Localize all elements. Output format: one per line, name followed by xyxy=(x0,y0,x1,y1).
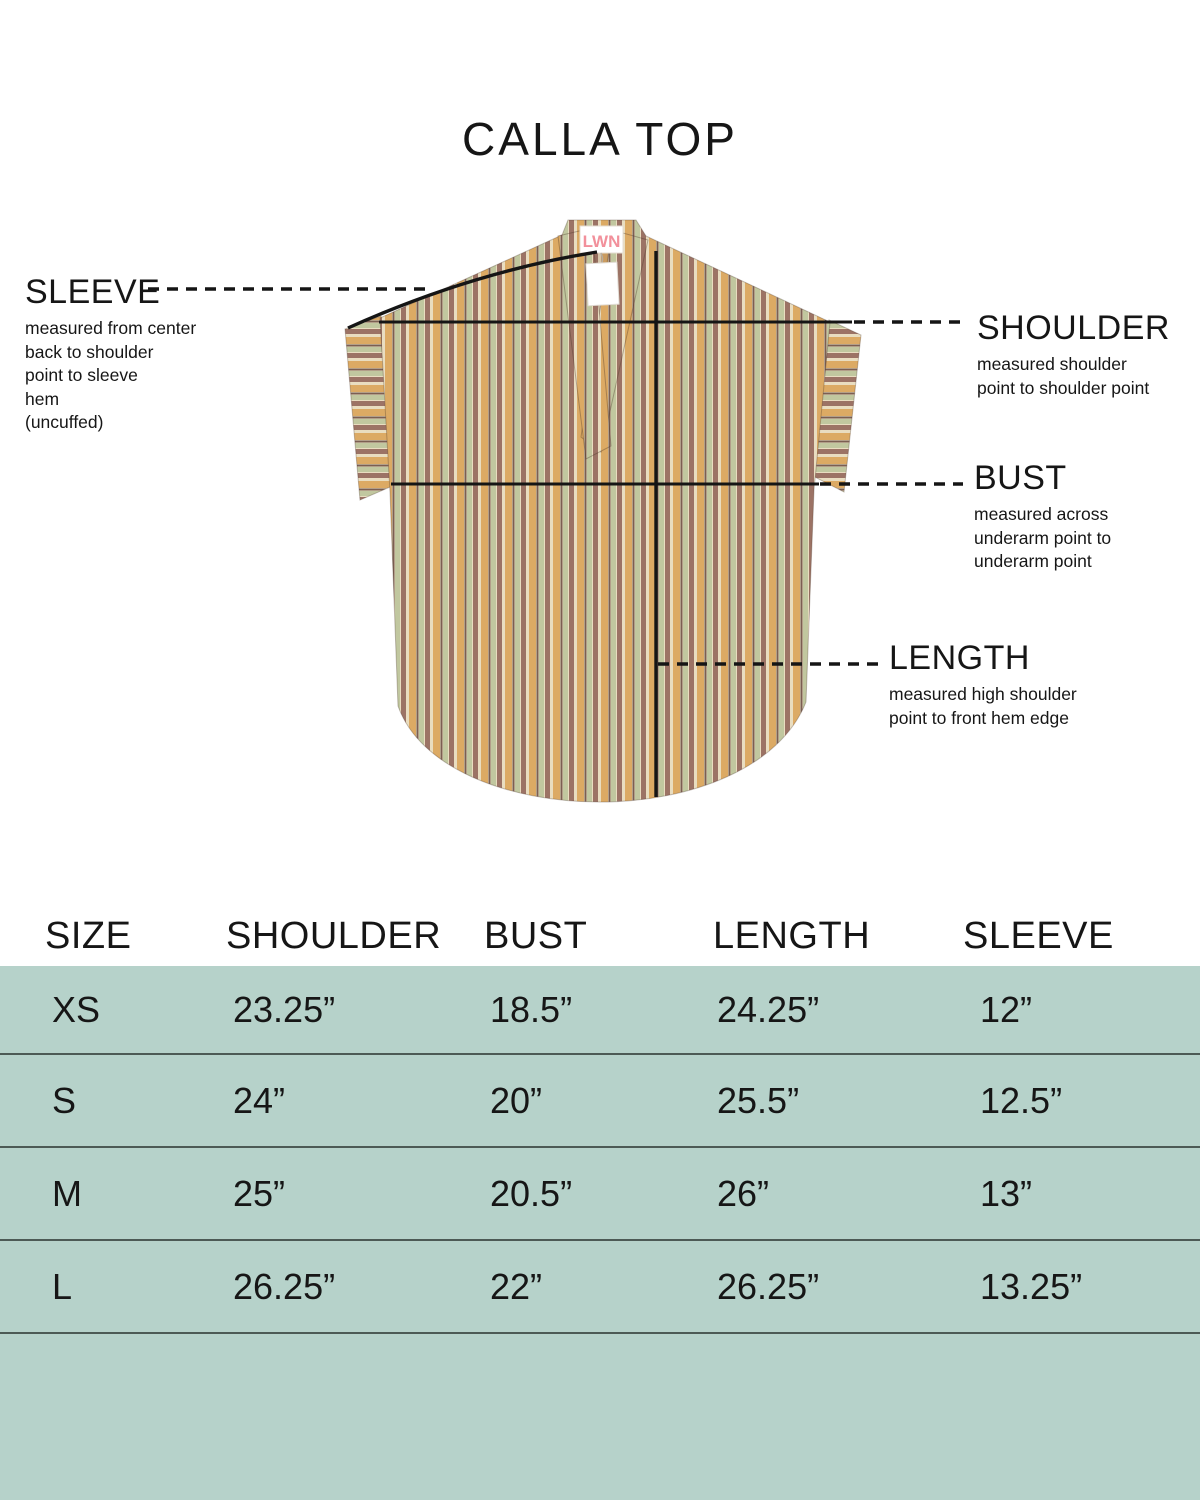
sleeve-annotation-label: SLEEVE xyxy=(25,273,161,311)
cell-bust: 18.5” xyxy=(490,988,573,1030)
table-row-m xyxy=(0,1148,1200,1241)
cell-length: 26.25” xyxy=(717,1265,820,1307)
table-row-s xyxy=(0,1055,1200,1148)
cell-shoulder: 23.25” xyxy=(233,988,336,1030)
size-table xyxy=(0,908,1200,1500)
cell-bust: 20.5” xyxy=(490,1172,573,1214)
hang-tag xyxy=(586,262,619,306)
cell-size: M xyxy=(52,1172,82,1214)
header-bust: BUST xyxy=(484,915,588,957)
cell-size: L xyxy=(52,1265,73,1307)
size-table-body xyxy=(0,966,1200,1500)
sleeve-annotation xyxy=(25,273,196,435)
bust-annotation-text: underarm point xyxy=(974,551,1092,571)
bust-annotation-label: BUST xyxy=(974,459,1067,497)
sleeve-annotation-text: measured from center xyxy=(25,318,197,338)
length-annotation xyxy=(889,639,1077,730)
cell-shoulder: 24” xyxy=(233,1079,286,1121)
sleeve-annotation-text: hem xyxy=(25,388,60,409)
cell-length: 26” xyxy=(717,1172,770,1214)
length-annotation-label: LENGTH xyxy=(889,639,1030,677)
bust-annotation-text: measured across xyxy=(974,504,1109,524)
cell-sleeve: 12.5” xyxy=(980,1079,1063,1121)
cell-shoulder: 26.25” xyxy=(233,1265,336,1307)
cell-length: 24.25” xyxy=(717,988,820,1030)
cell-sleeve: 13” xyxy=(980,1172,1033,1214)
size-table-header xyxy=(0,908,1200,966)
bust-annotation-text: underarm point to xyxy=(974,527,1112,548)
cell-bust: 22” xyxy=(490,1265,543,1307)
length-annotation-text: measured high shoulder xyxy=(889,684,1077,704)
brand-label-text: LWN xyxy=(582,232,621,251)
cell-size: XS xyxy=(52,988,101,1030)
cell-size: S xyxy=(52,1079,77,1121)
header-size: SIZE xyxy=(45,915,132,957)
header-shoulder: SHOULDER xyxy=(226,915,442,957)
shoulder-annotation-label: SHOULDER xyxy=(977,309,1170,347)
length-annotation-text: point to front hem edge xyxy=(889,707,1069,728)
cell-length: 25.5” xyxy=(717,1079,800,1121)
header-length: LENGTH xyxy=(713,915,871,957)
sleeve-annotation-text: back to shoulder xyxy=(25,341,154,362)
shirt-graphic xyxy=(345,220,861,802)
table-row-l xyxy=(0,1241,1200,1334)
bust-annotation xyxy=(974,459,1111,574)
cell-shoulder: 25” xyxy=(233,1172,286,1214)
shoulder-annotation-text: measured shoulder xyxy=(977,354,1127,374)
page-title: CALLA TOP xyxy=(462,113,738,165)
sleeve-annotation-text: point to sleeve xyxy=(25,365,138,385)
cell-bust: 20” xyxy=(490,1079,543,1121)
table-row-xs xyxy=(0,966,1200,1055)
header-sleeve: SLEEVE xyxy=(963,915,1114,957)
cell-sleeve: 12” xyxy=(980,988,1033,1030)
shoulder-annotation xyxy=(977,309,1170,400)
sleeve-annotation-text: (uncuffed) xyxy=(25,412,104,432)
cell-sleeve: 13.25” xyxy=(980,1265,1083,1307)
table-footer-band xyxy=(0,1334,1200,1500)
shoulder-annotation-text: point to shoulder point xyxy=(977,377,1150,398)
